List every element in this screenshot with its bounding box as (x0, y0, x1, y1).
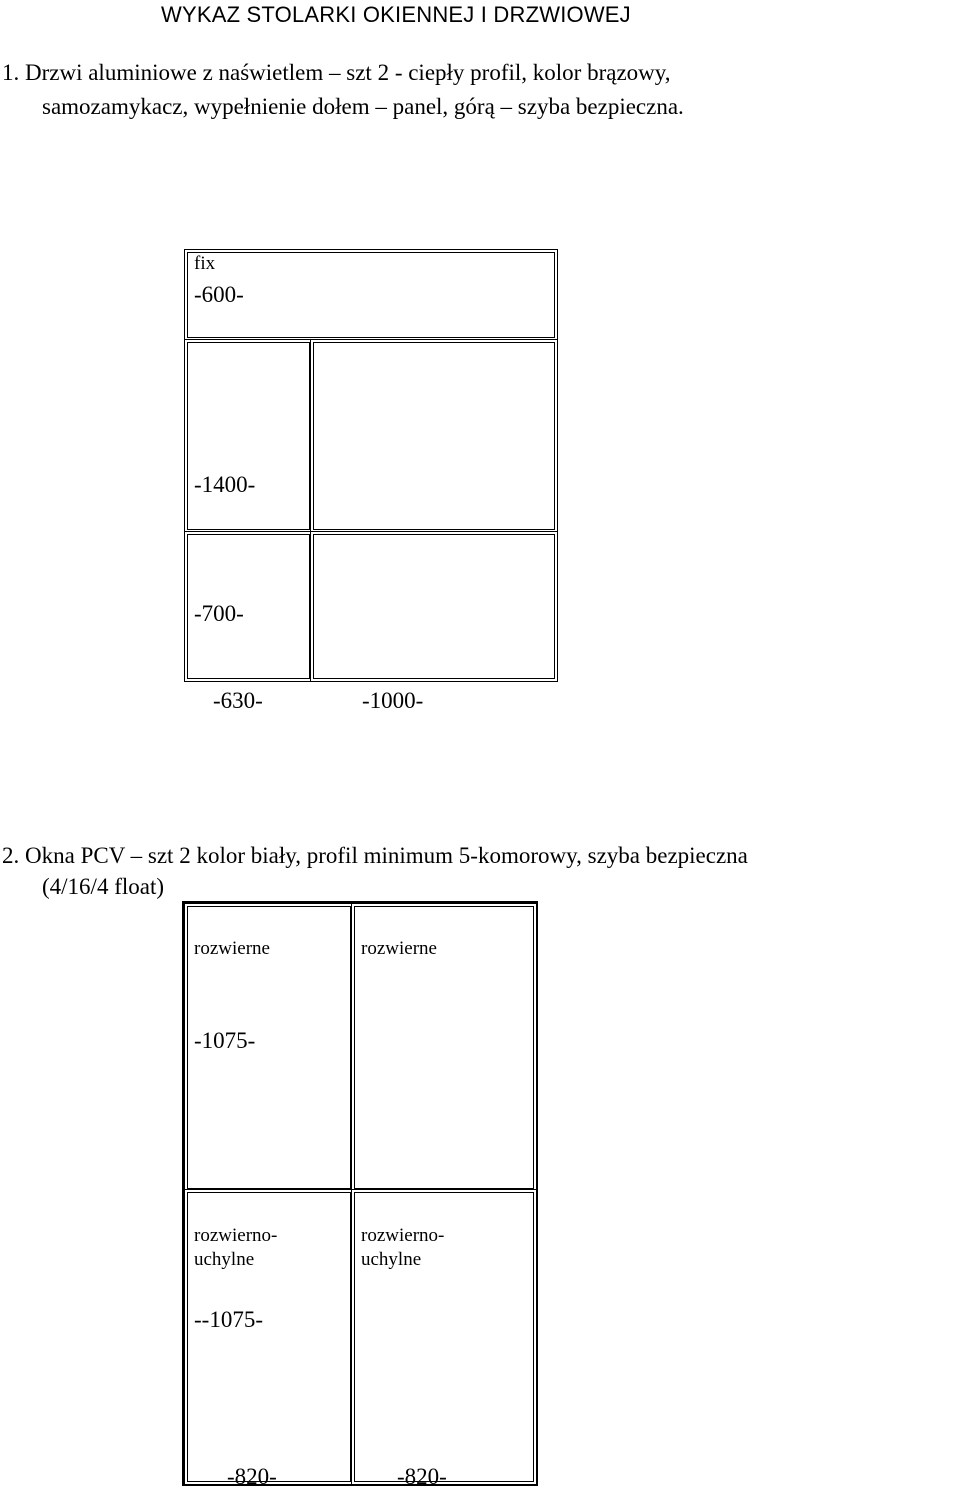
bottom-right-opening-label-1: rozwierno- (361, 1225, 445, 1246)
bottom-height-dimension: --1075- (194, 1307, 263, 1332)
door-width-right-dimension: -1000- (362, 688, 424, 713)
bottom-left-opening-label-1: rozwierno- (194, 1225, 278, 1246)
top-height-dimension: -1075- (194, 1028, 256, 1053)
section1-line1: 1. Drzwi aluminiowe z naświetlem – szt 2 - ciepły profil, kolor brązowy, (2, 60, 671, 85)
top-left-opening-label: rozwierne (194, 938, 270, 959)
section1-line2: samozamykacz, wypełnienie dołem – panel, górą – szyba bezpieczna. (42, 94, 684, 119)
bottom-left-opening-label-2: uchylne (194, 1249, 255, 1270)
door-right-upper-pane (313, 342, 555, 530)
fix-height-dimension: -600- (194, 282, 244, 307)
document-title: WYKAZ STOLARKI OKIENNEJ I DRZWIOWEJ (161, 2, 631, 27)
top-right-opening-label: rozwierne (361, 938, 437, 959)
door-left-upper-pane (187, 342, 310, 530)
bottom-right-opening-label-2: uchylne (361, 1249, 422, 1270)
fix-label: fix (194, 253, 216, 274)
window-width-left-dimension: -820- (227, 1464, 277, 1489)
section2-line1: 2. Okna PCV – szt 2 kolor biały, profil minimum 5-komorowy, szyba bezpieczna (2, 843, 748, 868)
section2-line2: (4/16/4 float) (42, 874, 164, 899)
door-right-lower-pane (313, 534, 555, 679)
door-width-left-dimension: -630- (213, 688, 263, 713)
panel-height-dimension: -700- (194, 601, 244, 626)
door-height-dimension: -1400- (194, 472, 256, 497)
window-width-right-dimension: -820- (397, 1464, 447, 1489)
